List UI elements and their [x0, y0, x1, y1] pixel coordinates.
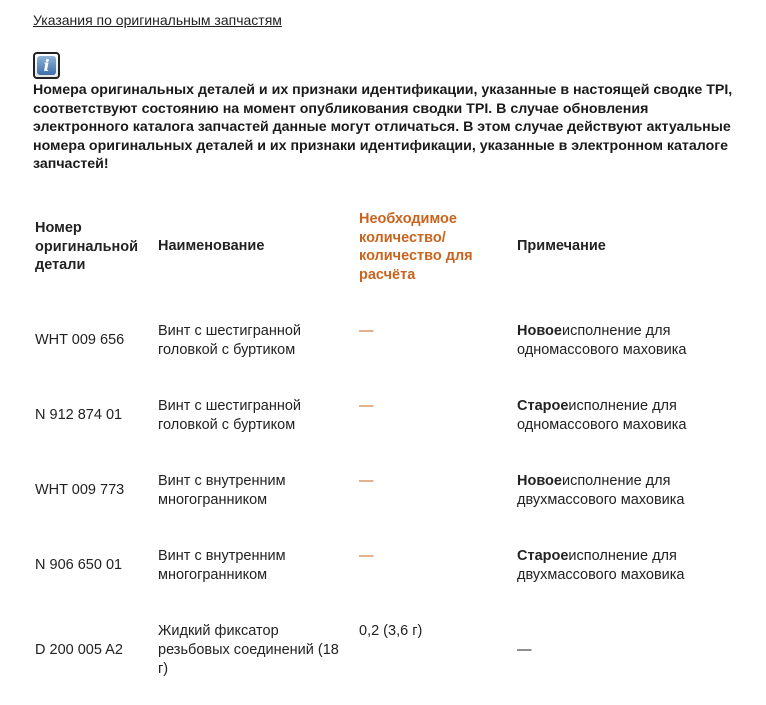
row-2-name: Винт с шестигранной головкой с буртиком	[158, 398, 302, 433]
row-1-name: Винт с шестигранной головкой с буртиком	[158, 323, 302, 358]
row-2-note	[517, 397, 722, 435]
row-5-quantity: 0,2 (3,6 г)	[359, 623, 423, 639]
row-3-note-bold: Новое	[517, 473, 562, 489]
info-icon	[33, 52, 60, 79]
row-5-part-number: D 200 005 A2	[35, 642, 123, 658]
header-note: Примечание	[517, 238, 606, 254]
row-1-part-number: WHT 009 656	[35, 332, 125, 348]
row-2-note-bold: Старое	[517, 398, 569, 414]
header-name: Наименование	[158, 238, 265, 254]
row-4-quantity: —	[359, 548, 374, 564]
page-heading-link[interactable]: Указания по оригинальным запчастям	[33, 12, 282, 28]
row-3-name: Винт с внутренним многогранником	[158, 473, 286, 508]
row-5-name: Жидкий фиксатор резьбовых соединений (18 г)	[158, 623, 339, 677]
row-4-part-number: N 906 650 01	[35, 557, 123, 573]
row-1-note-rest: исполнение для одномассового маховика	[517, 323, 687, 358]
row-3-quantity: —	[359, 473, 374, 489]
row-3-part-number: WHT 009 773	[35, 482, 125, 498]
header-part-number: Номер оригинальной детали	[35, 220, 139, 274]
row-5-note-rest: —	[517, 642, 532, 658]
row-1-note-bold: Новое	[517, 323, 562, 339]
row-4-note	[517, 547, 722, 585]
row-2-part-number: N 912 874 01	[35, 407, 123, 423]
row-1-quantity: —	[359, 323, 374, 339]
header-quantity: Необходимое количество/ количество для расчёта	[359, 211, 473, 283]
notice-text: Номера оригинальных деталей и их признаки идентификации, указанные в настоящей сводке TPI, соответствуют состоянию на момент опубликования сводки TPI. В случае обновления электронного каталога запчастей данные могут отличаться. В этом случае действуют актуальные номера оригинальных деталей и их признаки идентификации, указанные в электронном каталоге запчастей!	[33, 82, 733, 173]
row-2-quantity: —	[359, 398, 374, 414]
info-glyph: i	[37, 56, 56, 75]
row-4-name: Винт с внутренним многогранником	[158, 548, 286, 583]
row-5-note	[517, 641, 722, 660]
row-3-note-rest: исполнение для двухмассового маховика	[517, 473, 685, 508]
row-2-note-rest: исполнение для одномассового маховика	[517, 398, 687, 433]
row-4-note-rest: исполнение для двухмассового маховика	[517, 548, 685, 583]
row-3-note	[517, 472, 722, 510]
row-1-note	[517, 322, 722, 360]
row-4-note-bold: Старое	[517, 548, 569, 564]
